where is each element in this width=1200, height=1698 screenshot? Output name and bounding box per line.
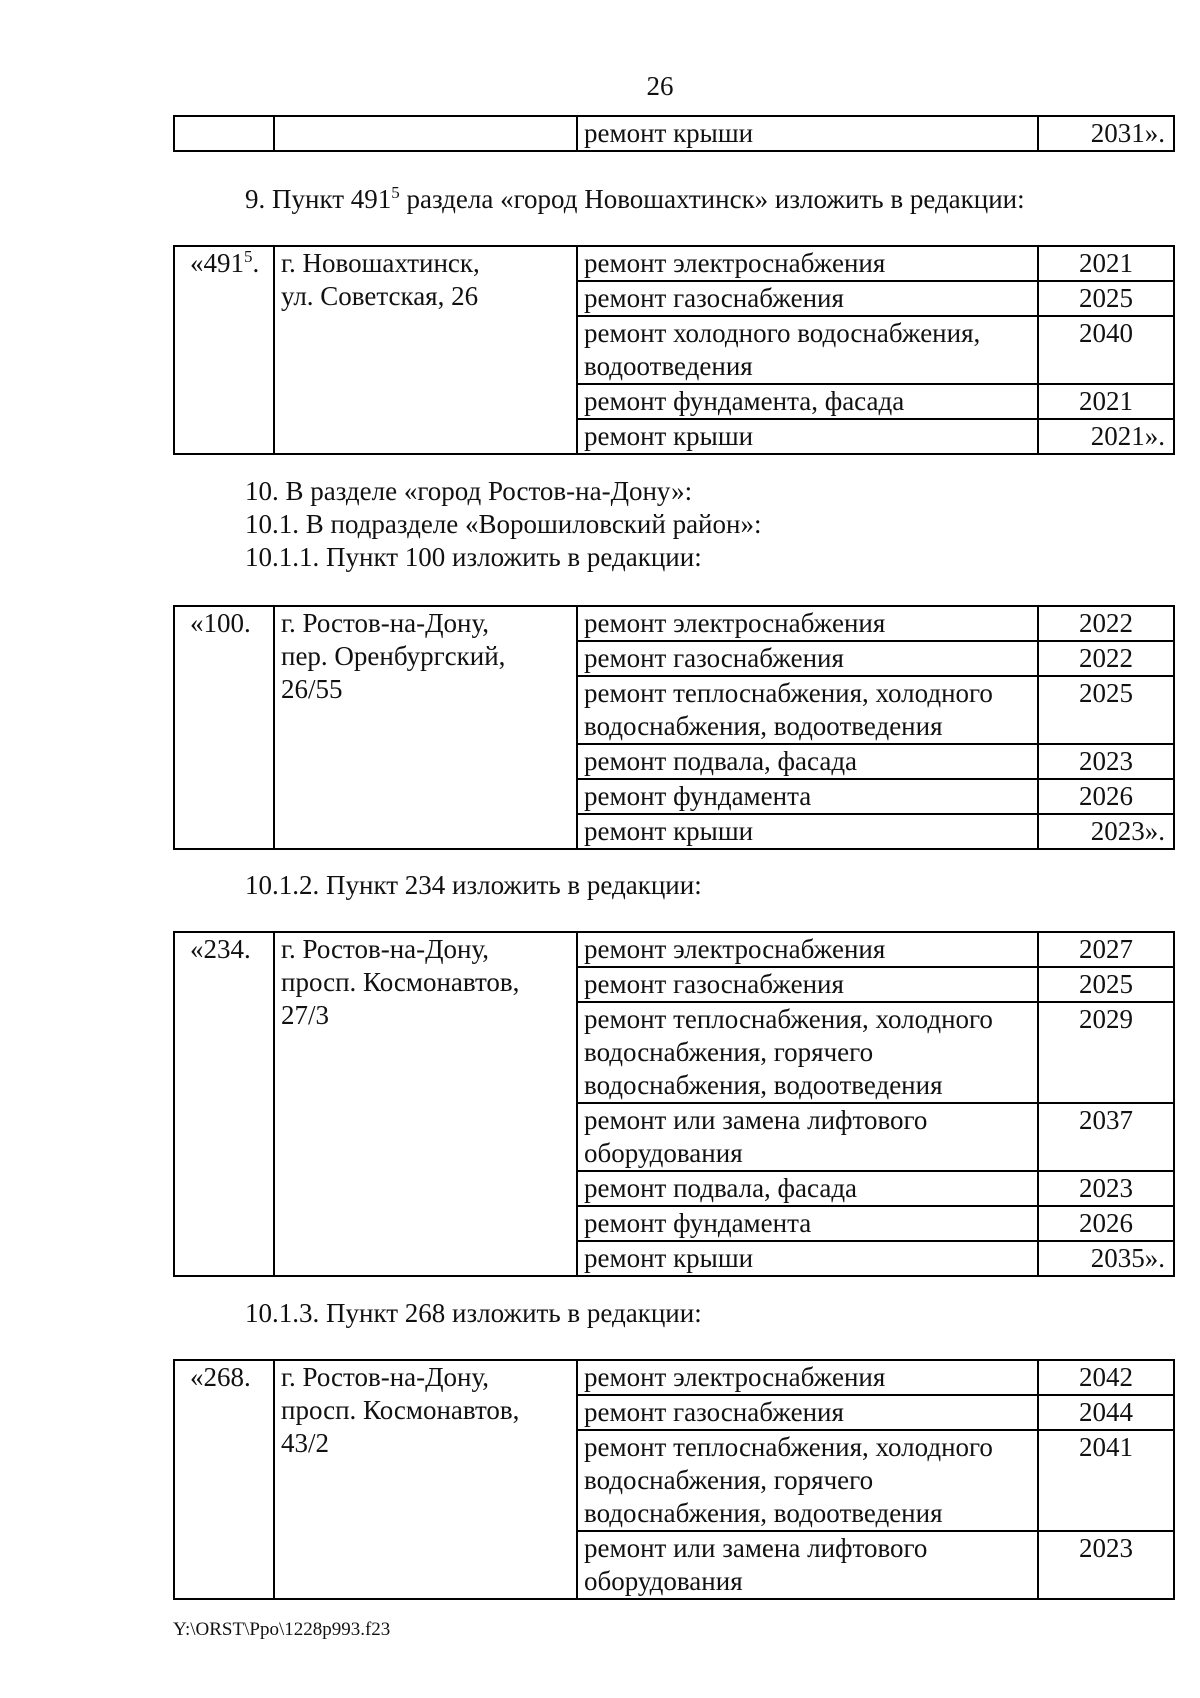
work-cell: ремонт или замена лифтового оборудования (577, 1531, 1038, 1599)
work-cell: ремонт теплоснабжения, холодного водоснабжения, горячего водоснабжения, водоотведения (577, 1430, 1038, 1531)
num-cell: «268. (174, 1360, 274, 1599)
paragraph-10: 10. В разделе «город Ростов-на-Дону»: (245, 476, 693, 506)
address-cell (274, 246, 577, 454)
work-cell: ремонт крыши (577, 1241, 1038, 1276)
address-line: 43/2 (281, 1428, 330, 1458)
work-cell: ремонт крыши (577, 419, 1038, 454)
year-cell: 2027 (1038, 932, 1174, 967)
num-cell: «$491^5$. (174, 246, 274, 454)
work-cell: ремонт подвала, фасада (577, 744, 1038, 779)
work-cell: ремонт теплоснабжения, холодного водоснабжения, водоотведения (577, 676, 1038, 744)
table-row (174, 606, 1174, 641)
work-cell: ремонт газоснабжения (577, 281, 1038, 316)
year-cell: 2040 (1038, 316, 1174, 384)
year-cell: 2025 (1038, 676, 1174, 744)
address-cell (274, 932, 577, 1276)
file-path-footer: Y:\ORST\Ppo\1228p993.f23 (173, 1619, 391, 1640)
address-line: г. Новошахтинск, (281, 248, 480, 278)
paragraph-10-1: 10.1. В подразделе «Ворошиловский район»: (245, 509, 762, 539)
address-line: г. Ростов-на-Дону, (281, 608, 490, 638)
address-line: 27/3 (281, 1000, 330, 1030)
address-line: просп. Космонавтов, (281, 967, 520, 997)
year-cell: 2037 (1038, 1103, 1174, 1171)
year-cell: 2026 (1038, 1206, 1174, 1241)
year-cell: 2025 (1038, 281, 1174, 316)
year-cell: 2021 (1038, 246, 1174, 281)
address-line: ул. Советская, 26 (281, 281, 479, 311)
work-cell: ремонт крыши (577, 814, 1038, 849)
num-cell (174, 116, 274, 151)
address-cell (274, 116, 577, 151)
page-number: 26 (646, 71, 674, 101)
year-cell: 2031». (1038, 116, 1174, 151)
year-cell: 2021». (1038, 419, 1174, 454)
work-cell: ремонт газоснабжения (577, 641, 1038, 676)
paragraph-9: 9. Пункт $491^5$ раздела «город Новошахтинск» изложить в редакции: (245, 183, 1025, 214)
address-line: г. Ростов-на-Дону, (281, 1362, 490, 1392)
address-line: 26/55 (281, 674, 343, 704)
work-cell: ремонт крыши (577, 116, 1038, 151)
table-234 (173, 931, 1175, 1277)
paragraph-10-1-2: 10.1.2. Пункт 234 изложить в редакции: (245, 870, 702, 900)
year-cell: 2023». (1038, 814, 1174, 849)
work-cell: ремонт электроснабжения (577, 246, 1038, 281)
table-491 (173, 245, 1175, 455)
table-row (174, 932, 1174, 967)
paragraph-10-1-1: 10.1.1. Пункт 100 изложить в редакции: (245, 542, 702, 572)
work-cell: ремонт холодного водоснабжения, водоотведения (577, 316, 1038, 384)
table-continuation (173, 115, 1175, 152)
year-cell: 2021 (1038, 384, 1174, 419)
work-cell: ремонт газоснабжения (577, 1395, 1038, 1430)
work-cell: ремонт электроснабжения (577, 932, 1038, 967)
work-cell: ремонт электроснабжения (577, 1360, 1038, 1395)
paragraph-10-1-3: 10.1.3. Пункт 268 изложить в редакции: (245, 1298, 702, 1328)
year-cell: 2029 (1038, 1002, 1174, 1103)
year-cell: 2042 (1038, 1360, 1174, 1395)
table-268 (173, 1359, 1175, 1600)
year-cell: 2025 (1038, 967, 1174, 1002)
work-cell: ремонт теплоснабжения, холодного водоснабжения, горячего водоснабжения, водоотведения (577, 1002, 1038, 1103)
year-cell: 2023 (1038, 1531, 1174, 1599)
table-100 (173, 605, 1175, 850)
work-cell: ремонт подвала, фасада (577, 1171, 1038, 1206)
address-line: пер. Оренбургский, (281, 641, 506, 671)
year-cell: 2023 (1038, 1171, 1174, 1206)
table-row (174, 1360, 1174, 1395)
year-cell: 2026 (1038, 779, 1174, 814)
address-cell (274, 1360, 577, 1599)
table-row (174, 116, 1174, 151)
num-cell: «100. (174, 606, 274, 849)
work-cell: ремонт газоснабжения (577, 967, 1038, 1002)
year-cell: 2023 (1038, 744, 1174, 779)
year-cell: 2035». (1038, 1241, 1174, 1276)
work-cell: ремонт фундамента, фасада (577, 384, 1038, 419)
address-line: г. Ростов-на-Дону, (281, 934, 490, 964)
work-cell: ремонт фундамента (577, 779, 1038, 814)
work-cell: ремонт электроснабжения (577, 606, 1038, 641)
address-line: просп. Космонавтов, (281, 1395, 520, 1425)
work-cell: ремонт фундамента (577, 1206, 1038, 1241)
year-cell: 2022 (1038, 641, 1174, 676)
year-cell: 2022 (1038, 606, 1174, 641)
num-cell: «234. (174, 932, 274, 1276)
table-row (174, 246, 1174, 281)
year-cell: 2041 (1038, 1430, 1174, 1531)
work-cell: ремонт или замена лифтового оборудования (577, 1103, 1038, 1171)
address-cell (274, 606, 577, 849)
year-cell: 2044 (1038, 1395, 1174, 1430)
